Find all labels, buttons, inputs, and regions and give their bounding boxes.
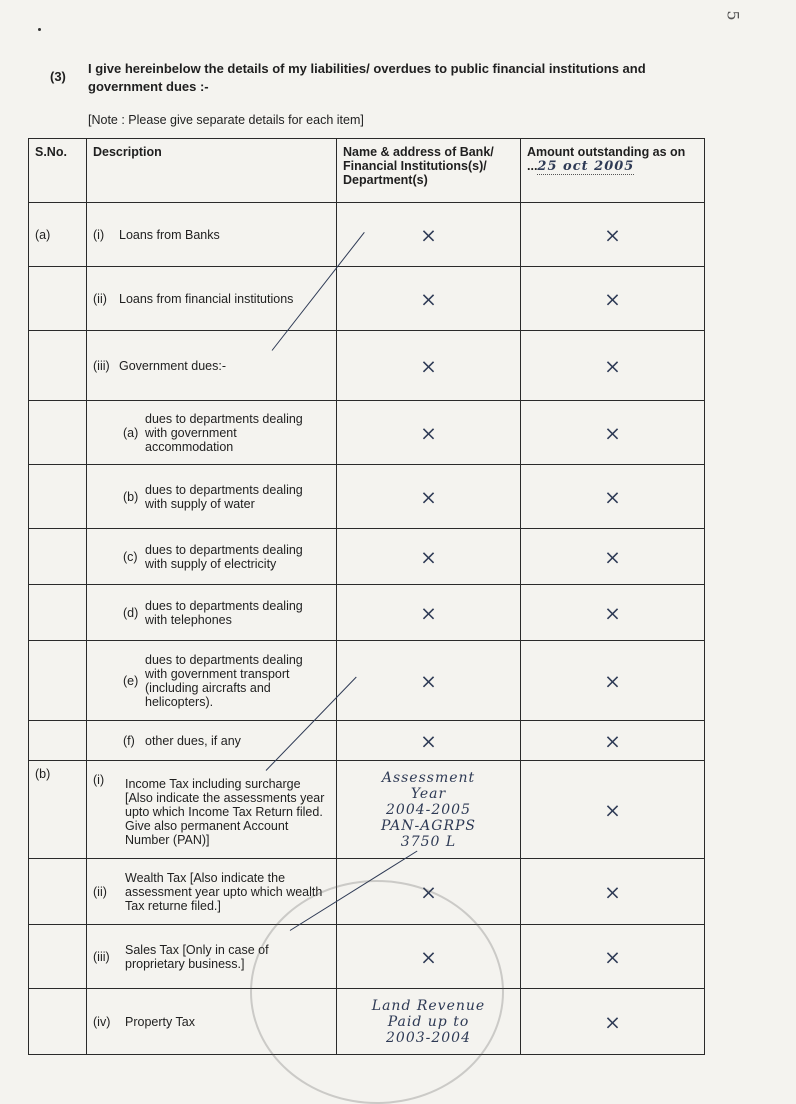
row-description <box>87 641 337 721</box>
row-text: dues to departments dealing with government transport (including aircrafts and helicopters). <box>145 652 303 709</box>
row-bank-mark: × <box>337 529 521 585</box>
row-sno <box>29 401 87 465</box>
row-amount-mark: × <box>521 529 705 585</box>
section-note: [Note : Please give separate details for each item] <box>88 113 364 127</box>
row-text: Income Tax including surcharge [Also indicate the assessments year upto which Income Tax Return filed. Give also permanent Account Number (PAN)] <box>125 776 325 847</box>
row-amount-mark: × <box>521 203 705 267</box>
row-bank-mark: × <box>337 721 521 761</box>
row-label: (i) <box>93 227 105 242</box>
row-label: (i) <box>93 772 105 787</box>
header-amount-date: 25 oct 2005 <box>537 159 635 174</box>
row-sno <box>29 641 87 721</box>
handwritten-line: Paid up to <box>387 1013 470 1030</box>
row-amount-mark: × <box>521 989 705 1055</box>
row-sno <box>29 859 87 925</box>
row-label: (d) <box>123 605 139 620</box>
row-label: (iii) <box>93 949 110 964</box>
row-text: dues to departments dealing with telephones <box>145 598 303 627</box>
row-label: (iv) <box>93 1014 111 1029</box>
row-description <box>87 203 337 267</box>
row-label: (c) <box>123 549 138 564</box>
table-row <box>29 401 705 465</box>
row-amount-mark: × <box>521 859 705 925</box>
row-amount-mark: × <box>521 465 705 529</box>
row-text: Loans from Banks <box>119 227 220 242</box>
table-row <box>29 641 705 721</box>
header-amount <box>521 139 705 203</box>
row-amount-mark: × <box>521 331 705 401</box>
row-label: (iii) <box>93 358 110 373</box>
row-text: Wealth Tax [Also indicate the assessment year upto which wealth Tax returne filed.] <box>125 870 323 913</box>
handwritten-line: Assessment <box>381 769 476 786</box>
handwritten-line: 3750 L <box>400 833 457 850</box>
section-number: (3) <box>50 69 66 84</box>
speck <box>38 28 41 31</box>
corner-handwritten-note: 5 <box>723 10 743 21</box>
row-label: (e) <box>123 673 139 688</box>
row-label: (f) <box>123 733 135 748</box>
table-row <box>29 585 705 641</box>
row-label: (ii) <box>93 884 107 899</box>
row-label: (a) <box>123 425 139 440</box>
row-sno <box>29 721 87 761</box>
row-text: Sales Tax [Only in case of proprietary business.] <box>125 942 269 971</box>
row-amount-mark: × <box>521 925 705 989</box>
row-sno <box>29 989 87 1055</box>
row-description <box>87 585 337 641</box>
table-row <box>29 203 705 267</box>
section-heading: I give hereinbelow the details of my liabilities/ overdues to public financial institutions and government dues :- <box>88 61 646 94</box>
row-description <box>87 267 337 331</box>
row-amount-mark: × <box>521 641 705 721</box>
table-row <box>29 761 705 859</box>
row-bank-mark: × <box>337 203 521 267</box>
table-row <box>29 465 705 529</box>
row-description <box>87 331 337 401</box>
row-text: dues to departments dealing with supply of electricity <box>145 542 303 571</box>
row-sno <box>29 331 87 401</box>
row-label: (ii) <box>93 291 107 306</box>
row-amount-mark: × <box>521 585 705 641</box>
row-text: Government dues:- <box>119 358 226 373</box>
row-text: other dues, if any <box>145 733 241 748</box>
table-row <box>29 331 705 401</box>
row-bank-mark: × <box>337 925 521 989</box>
row-description <box>87 721 337 761</box>
row-description <box>87 529 337 585</box>
faded-stamp <box>250 880 504 1104</box>
row-text: dues to departments dealing with supply of water <box>145 482 303 511</box>
row-amount-mark: × <box>521 761 705 859</box>
table-row <box>29 267 705 331</box>
row-sno <box>29 465 87 529</box>
header-sno: S.No. <box>29 139 87 203</box>
row-bank-mark: × <box>337 465 521 529</box>
row-text: dues to departments dealing with government accommodation <box>145 411 303 454</box>
row-description <box>87 465 337 529</box>
table-row <box>29 721 705 761</box>
row-bank-mark: × <box>337 331 521 401</box>
table-row <box>29 529 705 585</box>
handwritten-line: 2004-2005 <box>386 801 471 818</box>
handwritten-line: Land Revenue <box>371 997 486 1014</box>
row-bank-mark: × <box>337 585 521 641</box>
row-label: (b) <box>123 489 139 504</box>
row-sno <box>29 267 87 331</box>
row-text: Property Tax <box>125 1014 195 1029</box>
row-amount-mark: × <box>521 401 705 465</box>
row-amount-mark: × <box>521 721 705 761</box>
row-bank-handwriting <box>337 761 521 859</box>
row-bank-mark: × <box>337 859 521 925</box>
row-sno: (a) <box>29 203 87 267</box>
row-bank-mark: × <box>337 401 521 465</box>
table-header-row <box>29 139 705 203</box>
header-description: Description <box>87 139 337 203</box>
header-amount-prefix: Amount outstanding as on ... <box>527 145 686 173</box>
row-sno <box>29 925 87 989</box>
row-sno <box>29 529 87 585</box>
header-bank: Name & address of Bank/ Financial Institutions(s)/ Department(s) <box>337 139 521 203</box>
handwritten-line: Year <box>410 785 447 802</box>
row-sno: (b) <box>29 761 87 859</box>
row-bank-mark: × <box>337 267 521 331</box>
row-text: Loans from financial institutions <box>119 291 294 306</box>
row-amount-mark: × <box>521 267 705 331</box>
row-description <box>87 761 337 859</box>
row-sno <box>29 585 87 641</box>
row-bank-mark: × <box>337 641 521 721</box>
handwritten-line: PAN-AGRPS <box>380 817 477 834</box>
handwritten-line: 2003-2004 <box>386 1029 471 1046</box>
row-description <box>87 401 337 465</box>
